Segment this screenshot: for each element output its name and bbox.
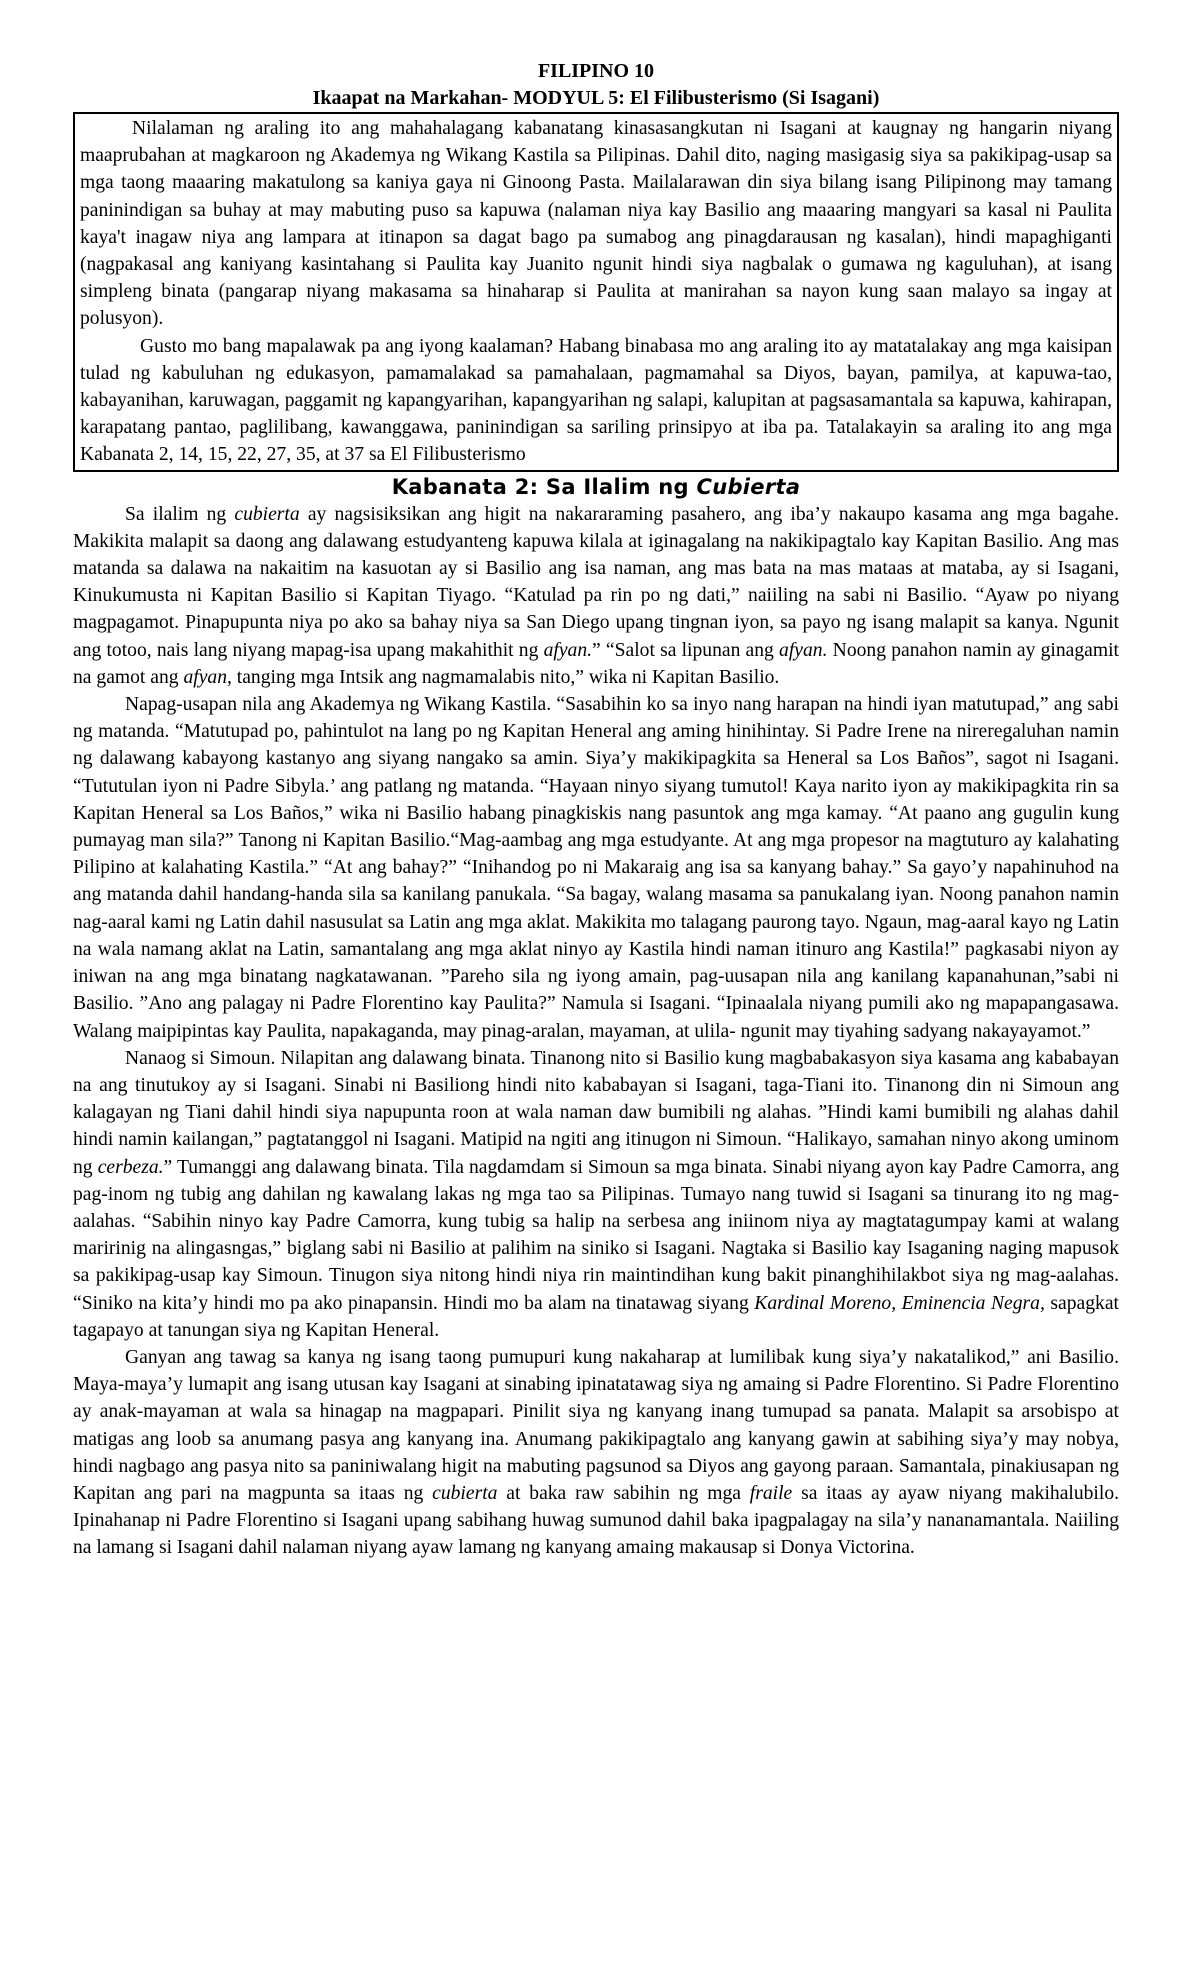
text-run: Noong panahon namin ay ginagamit na gamot ang: [73, 639, 1119, 688]
text-run: ” “Salot sa lipunan ang: [592, 639, 780, 661]
body-paragraph-1: [73, 501, 1119, 691]
chapter-body: [73, 501, 1119, 1562]
document-page: [73, 58, 1119, 1562]
italic-run: afyan.: [779, 639, 828, 661]
text-run: Nanaog si Simoun. Nilapitan ang dalawang binata. Tinanong nito si Basilio kung magbabakasyon siya kasama ang kababayan na ang tinutukoy ay si Isagani. Sinabi ni Basiliong hindi nito kababayan si Isagani, taga-Tiani ito. Tinanong din ni Simoun ang kalagayan ng Tiani dahil hindi siya napupunta roon at wala naman daw bumibili ng alahas. ”Hindi kami bumibili ng alahas dahil hindi namin kailangan,” pagtatanggol ni Isagani. Matipid na ngiti ang itinugon ni Simoun. “Halikayo, samahan ninyo akong uminom ng: [73, 1047, 1119, 1178]
italic-run: afyan: [183, 666, 227, 688]
italic-run: Kardinal Moreno, Eminencia Negra,: [754, 1292, 1045, 1314]
text-run: , tanging mga Intsik ang nagmamalabis nito,” wika ni Kapitan Basilio.: [227, 666, 780, 688]
intro-box: [73, 112, 1119, 472]
text-run: ay nagsisiksikan ang higit na nakararaming pasahero, ang iba’y nakaupo kasama ang mga bagahe. Makikita malapit sa daong ang dalawang estudyanteng kapuwa kilala at iginagalang na nakikipagtalo kay Kapitan Basilio. Ang mas matanda sa dalawa na nakaitim na kasuotan ay si Basilio ang isa naman, ang mas bata na mas mataas at mataba, ay si Isagani, Kinukumusta ni Kapitan Basilio si Kapitan Tiyago. “Katulad pa rin po ng dati,” naiiling na sabi ni Basilio. “Ayaw po niyang magpagamot. Pinapupunta niya po ako sa bahay niya sa San Diego upang tingnan iyon, sa payo ng isang malapit sa kanya. Ngunit ang totoo, nais lang niyang mapag-isa upang makahithit ng: [73, 503, 1119, 661]
text-run: sa itaas ay ayaw niyang makihalubilo. Ipinahanap ni Padre Florentino si Isagani upang sabihang huwag sumunod dahil baka ipagpalagay na sila’y nananamantala. Naiiling na lamang si Isagani dahil nalaman niyang ayaw lamang ng kanyang amaing makausap si Donya Victorina.: [73, 1482, 1120, 1559]
chapter-heading-italic: Cubierta: [696, 474, 801, 499]
text-run: at baka raw sabihin ng mga: [497, 1482, 750, 1504]
text-run: sapagkat tagapayo at tanungan siya ng Kapitan Heneral.: [73, 1292, 1119, 1341]
italic-run: afyan.: [543, 639, 593, 661]
body-paragraph-2: Napag-usapan nila ang Akademya ng Wikang Kastila. “Sasabihin ko sa inyo nang harapan na hindi iyan matutupad,” ang sabi ng matanda. “Matutupad po, pahintulot na lang po ng Kapitan Heneral ang aming hinihintay. Si Padre Irene na nireregaluhan namin ng dalawang kabayong kastanyo ang siyang nangako sa amin. Siya’y makikipagkita sa Heneral sa Los Baños”, sagot ni Isagani. “Tututulan iyon ni Padre Sibyla.’ ang patlang ng matanda. “Hayaan ninyo siyang tumutol! Kaya narito iyon ay makikipagkita rin sa Kapitan Heneral sa Los Baños,” wika ni Basilio habang pinagkiskis nang pasuntok ang mga kamay. “At paano ang gugulin kung pumayag man sila?” Tanong ni Kapitan Basilio.“Mag-aambag ang mga estudyante. At ang mga propesor na magtuturo ay kalahating Pilipino at kalahating Kastila.” “At ang bahay?” “Inihandog po ni Makaraig ang isa sa kanyang bahay.” Sa gayo’y napahinuhod na ang matanda dahil handang-handa sila sa kanilang panukala. “Sa bagay, walang masama sa panukalang iyan. Noong panahon namin nag-aaral kami ng Latin dahil nasusulat sa Latin ang mga aklat. Makikita mo talagang paurong tayo. Ngaun, mag-aaral kayo ng Latin na wala namang aklat na Latin, samantalang ang mga aklat ninyo ay Kastila hindi naman itinuro ang Kastila!” pagkasabi niyon ay iniwan na ang mga binatang nagkatawanan. ”Pareho sila ng iyong amain, pag-uusapan nila ang kanilang kapanahunan,”sabi ni Basilio. ”Ano ang palagay ni Padre Florentino kay Paulita?” Namula si Isagani. “Ipinaalala niyang pumili ako ng mapapangasawa. Walang maipipintas kay Paulita, napakaganda, may pinag-aralan, mayaman, at ulila- ngunit may tiyahing sadyang nakayayamot.”: [73, 694, 1119, 1042]
text-run: Ganyan ang tawag sa kanya ng isang taong pumupuri kung nakaharap at lumilibak kung siya’y nakatalikod,” ani Basilio. Maya-maya’y lumapit ang isang utusan kay Isagani at sinabing ipinatatawag siya ng amaing si Padre Florentino. Si Padre Florentino ay anak-mayaman at wala sa hinagap na magpapari. Pinilit siya ng kanyang inang tumupad sa panata. Malapit sa arsobispo at matigas ang loob sa anumang pasya ang kanyang ina. Anumang pakikipagtalo ang kanyang gawin at sabihing siya’y may nobya, hindi nagbago ang pasya nito sa paniniwalang higit na mabuting pagsunod sa Diyos ang gayong paraan. Samantala, pinakiusapan ng Kapitan ang pari na magpunta sa itaas ng: [73, 1346, 1119, 1504]
document-subtitle: Ikaapat na Markahan- MODYUL 5: El Filibusterismo (Si Isagani): [312, 87, 880, 109]
chapter-heading: [73, 473, 1119, 501]
intro-paragraph-1: Nilalaman ng araling ito ang mahahalagang kabanatang kinasasangkutan ni Isagani at kaugnay ng hangarin niyang maaprubahan at magkaroon ng Akademya ng Wikang Kastila sa Pilipinas. Dahil dito, naging masigasig siya sa pakikipag-usap sa mga taong maaaring makatulong sa kaniya gaya ni Ginoong Pasta. Mailalarawan din siya bilang isang Pilipinong may tamang paninindigan sa buhay at may mabuting puso sa kapuwa (nalaman niya kay Basilio ang maaaring mangyari sa kasal ni Paulita kaya't inagaw niya ang lampara at itinapon sa dagat bago pa sumabog ang pinagdarausan ng kasalan), hindi mapaghiganti (nagpakasal ang kaniyang kasintahang si Paulita kay Juanito ngunit hindi siya nagbalak o gumawa ng kaguluhan), at isang simpleng binata (pangarap niyang makasama sa hinaharap si Paulita at manirahan sa nayon kung saan malayo sa ingay at polusyon).: [80, 118, 1112, 330]
intro-paragraph-2: Gusto mo bang mapalawak pa ang iyong kaalaman? Habang binabasa mo ang araling ito ay matatalakay ang mga kaisipan tulad ng kabuluhan ng edukasyon, pamamalakad sa pamahalaan, pagmamahal sa Diyos, bayan, pamilya, at kapuwa-tao, kabayanihan, karuwagan, paggamit ng kapangyarihan, kapangyarihan ng salapi, kalupitan at pagsasamantala sa kapuwa, kahirapan, karapatang pantao, paglilibang, kawanggawa, paninindigan sa sariling prinsipyo at iba pa. Tatalakayin sa araling ito ang mga Kabanata 2, 14, 15, 22, 27, 35, at 37 sa El Filibusterismo: [80, 335, 1112, 466]
italic-run: cubierta: [234, 503, 300, 525]
italic-run: cubierta: [432, 1482, 498, 1504]
document-title: FILIPINO 10: [537, 60, 655, 82]
body-paragraph-3: [73, 1045, 1119, 1344]
chapter-heading-text: Kabanata 2: Sa Ilalim ng: [391, 474, 697, 499]
italic-run: cerbeza.: [97, 1156, 164, 1178]
italic-run: fraile: [749, 1482, 793, 1504]
body-paragraph-4: [73, 1344, 1119, 1562]
text-run: Sa ilalim ng: [125, 503, 235, 525]
text-run: ” Tumanggi ang dalawang binata. Tila nagdamdam si Simoun sa mga binata. Sinabi niyang ayon kay Padre Camorra, ang pag-inom ng tubig ang dahilan ng kawalang lakas ng mga tao sa Pilipinas. Tumayo nang tuwid si Isagani sa tinurang ito ng mag-aalahas. “Sabihin ninyo kay Padre Camorra, kung tubig sa halip na serbesa ang iniinom niya ay magtatagumpay kami at walang maririnig na alingasngas,” biglang sabi ni Basilio at palihim na siniko si Isagani. Nagtaka si Basilio kay Isaganing naging mapusok sa pakikipag-usap kay Simoun. Tinugon siya nitong hindi niya rin maintindihan kung bakit pinanghihilakbot siya ng mag-aalahas. “Siniko na kita’y hindi mo pa ako pinapansin. Hindi mo ba alam na tinatawag siyang: [73, 1156, 1119, 1314]
